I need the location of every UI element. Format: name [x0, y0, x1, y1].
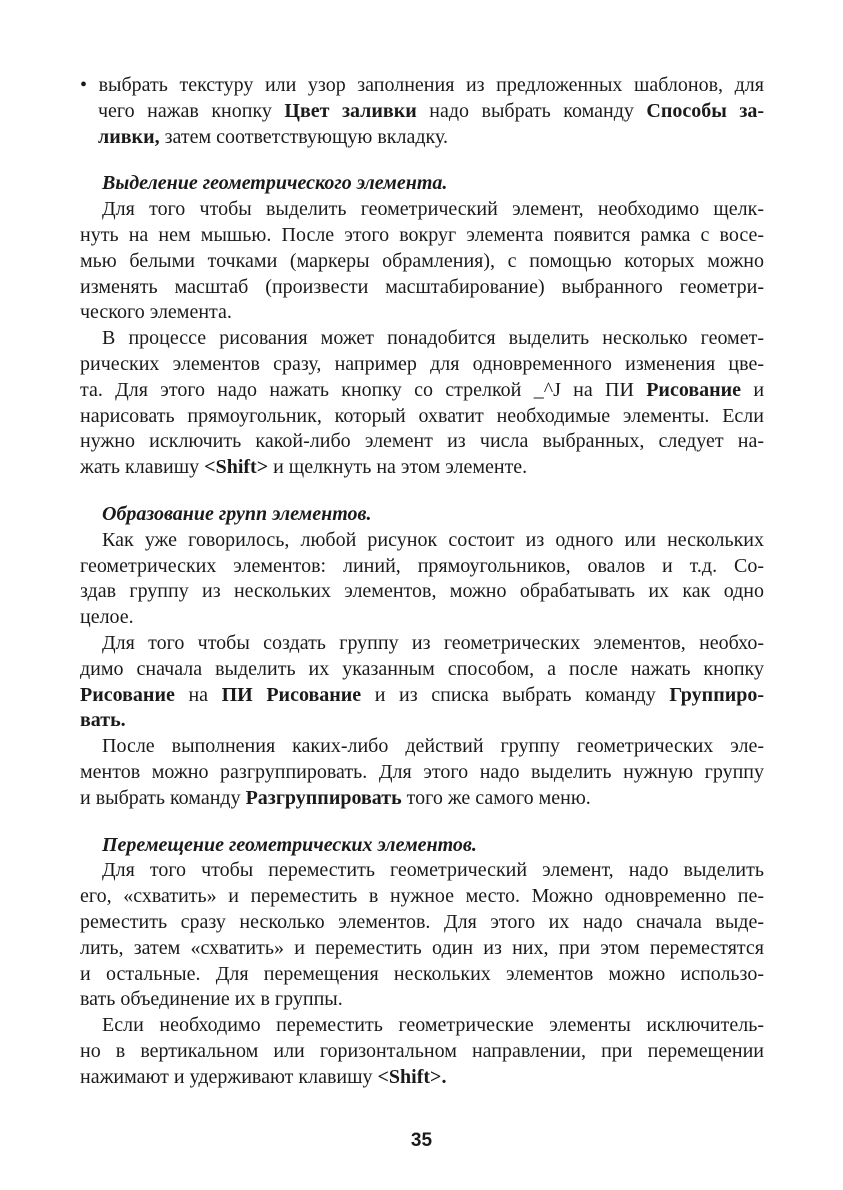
bold-term: Рисование: [646, 378, 742, 401]
section-heading: Образование групп элементов.: [102, 502, 372, 525]
bold-term: вать.: [80, 709, 126, 732]
paragraph-line: лить, затем «схватить» и переместить один из них, при этом переместятся: [80, 936, 764, 959]
paragraph-line: [80, 708, 764, 734]
paragraph-line: нажимают и удерживают клавишу <Shift>.: [80, 1065, 447, 1088]
paragraph-line: здав группу из нескольких элементов, можно обрабатывать их как одно: [80, 580, 764, 603]
bullet-marker: •: [80, 74, 88, 96]
bullet-line: ливки, затем соответствующую вкладку.: [98, 125, 448, 148]
paragraph-line: После выполнения каких-либо действий группу геометрических эле-: [102, 735, 764, 758]
page-number: 35: [410, 1130, 433, 1151]
bold-term: Цвет заливки: [284, 99, 417, 122]
paragraph-line: но в вертикальном или горизонтальном направлении, при перемещении: [80, 1039, 764, 1062]
bold-term: Рисование: [80, 683, 175, 706]
paragraph-line: нуть на нем мышью. После этого вокруг элемента появится рамка с восе-: [80, 223, 764, 246]
paragraph-line: реместить сразу несколько элементов. Для этого их надо сначала выде-: [80, 910, 764, 933]
section-select: [80, 171, 764, 481]
paragraph-line: и выбрать команду Разгруппировать того же самого меню.: [80, 786, 591, 809]
paragraph-line: нужно исключить какой-либо элемент из числа выбранных, следует на-: [80, 430, 764, 453]
paragraph-line: ментов можно разгруппировать. Для этого надо выделить нужную группу: [80, 760, 764, 783]
bold-term: Разгруппировать: [245, 786, 402, 809]
paragraph-line: и остальные. Для перемещения нескольких элементов можно использо-: [80, 962, 764, 985]
bold-term: ливки,: [98, 125, 160, 148]
arrow-button-icon: _^J: [533, 378, 561, 401]
paragraph-line: жать клавишу <Shift> и щелкнуть на этом элементе.: [80, 456, 528, 479]
paragraph-line: Для того чтобы выделить геометрический элемент, необходимо щелк-: [102, 198, 764, 221]
paragraph-line: Для того чтобы переместить геометрический элемент, надо выделить: [102, 859, 764, 882]
bold-term: Группиро-: [669, 683, 765, 706]
paragraph-line: ческого элемента.: [80, 301, 232, 324]
section-heading: Перемещение геометрических элементов.: [102, 833, 477, 856]
paragraph-line: нарисовать прямоугольник, который охватит необходимые элементы. Если: [80, 404, 764, 427]
bold-term: Способы за-: [646, 99, 765, 122]
paragraph-line: рических элементов сразу, например для одновременного изменения цве-: [80, 352, 764, 375]
paragraph-line: вать объединение их в группы.: [80, 988, 343, 1011]
bold-term: ПИ Рисование: [221, 683, 362, 706]
section-move: [80, 833, 764, 1091]
bullet-line: чего нажав кнопку Цвет заливки надо выбрать команду Способы за-: [98, 99, 765, 122]
paragraph-line: димо сначала выделить их указанным способом, а после нажать кнопку: [80, 657, 764, 680]
page-body: [80, 73, 764, 1090]
paragraph-line: мью белыми точками (маркеры обрамления), с помощью которых можно: [80, 249, 764, 272]
paragraph-line: геометрических элементов: линий, прямоугольников, овалов и т.д. Со-: [80, 554, 764, 577]
bullet-item: [80, 73, 764, 150]
paragraph-line: В процессе рисования может понадобится выделить несколько геомет-: [102, 327, 764, 350]
paragraph-line: Рисование на ПИ Рисование и из списка выбрать команду Группиро-: [80, 683, 765, 706]
paragraph-line: Для того чтобы создать группу из геометрических элементов, необхо-: [102, 631, 764, 654]
bold-term: <Shift>.: [377, 1065, 447, 1088]
paragraph-line: та. Для этого надо нажать кнопку со стрелкой _^J на ПИ Рисование и: [80, 378, 765, 401]
paragraph-line: Как уже говорилось, любой рисунок состоит из одного или нескольких: [102, 528, 764, 551]
bullet-line: • выбрать текстуру или узор заполнения из предложенных шаблонов, для: [80, 74, 764, 96]
paragraph-line: Если необходимо переместить геометрические элементы исключитель-: [102, 1014, 764, 1037]
paragraph-line: целое.: [80, 606, 134, 629]
bold-term: <Shift>: [204, 456, 269, 479]
paragraph-line: изменять масштаб (произвести масштабирование) выбранного геометри-: [80, 275, 764, 298]
section-heading: Выделение геометрического элемента.: [102, 172, 448, 195]
paragraph-line: его, «схватить» и переместить в нужное место. Можно одновременно пе-: [80, 885, 764, 908]
section-group: [80, 502, 764, 812]
